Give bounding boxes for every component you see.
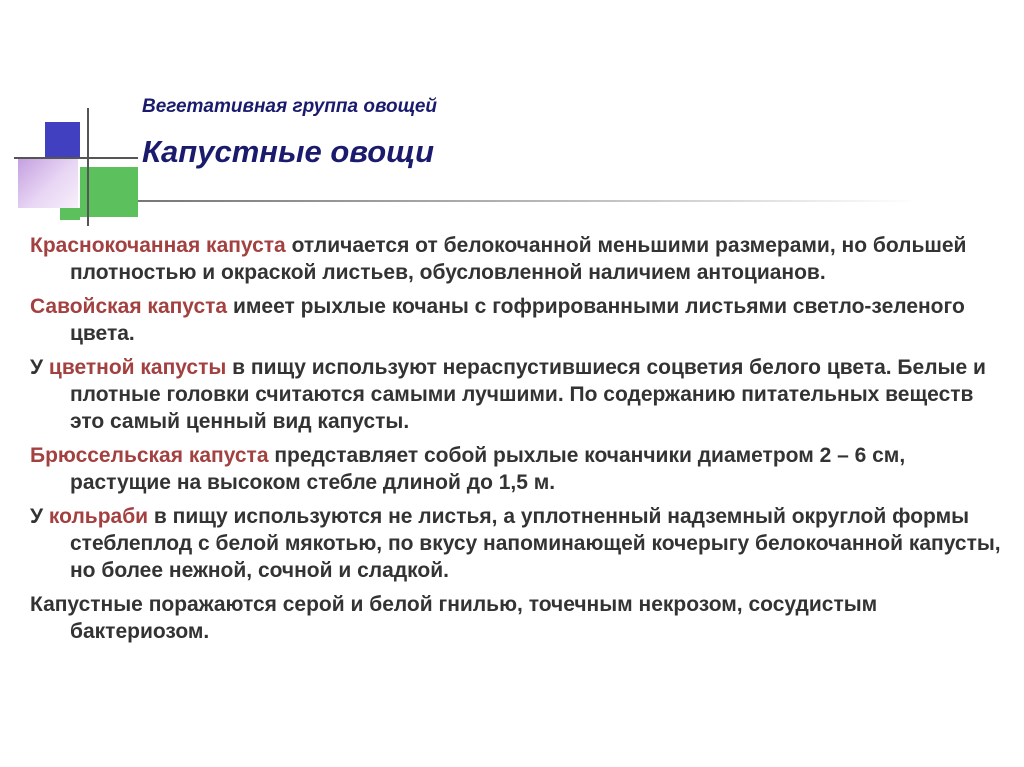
slide-title: Капустные овощи	[142, 134, 435, 169]
decor-blue-square	[45, 122, 80, 157]
highlighted-term: Савойская капуста	[30, 295, 228, 318]
slide-body	[30, 232, 1005, 652]
highlighted-term: Краснокочанная капуста	[30, 234, 286, 257]
paragraph-brussels-sprouts	[30, 442, 1005, 496]
paragraph-prefix: У	[30, 505, 49, 528]
paragraph-text: в пищу используются не листья, а уплотненный надземный округлой формы стеблеплод с белой мякотью, по вкусу напоминающей кочерыгу белокочанной капусты, но более нежной, сочной и сладкой.	[70, 505, 1001, 582]
paragraph-red-cabbage	[30, 232, 1005, 286]
highlighted-term: цветной капусты	[48, 356, 227, 379]
paragraph-text: имеет рыхлые кочаны с гофрированными листьями светло-зеленого цвета.	[70, 295, 965, 345]
decor-vertical-line	[87, 108, 89, 226]
title-underline	[138, 200, 918, 202]
paragraph-kohlrabi	[30, 503, 1005, 584]
paragraph-savoy-cabbage	[30, 293, 1005, 347]
highlighted-term: Брюссельская капуста	[30, 444, 269, 467]
paragraph-text: представляет собой рыхлые кочанчики диаметром 2 – 6 см, растущие на высоком стебле длиной до 1,5 м.	[70, 444, 906, 494]
decor-green-accent	[60, 208, 80, 220]
highlighted-term: кольраби	[48, 505, 149, 528]
paragraph-cauliflower	[30, 354, 1005, 435]
paragraph-text: в пищу используют нераспустившиеся соцветия белого цвета. Белые и плотные головки считаются самыми лучшими. По содержанию питательных веществ это самый ценный вид капусты.	[70, 356, 986, 433]
slide-subtitle: Вегетативная группа овощей	[142, 96, 438, 117]
paragraph-diseases	[30, 591, 1005, 645]
paragraph-text: Капустные поражаются серой и белой гнилью, точечным некрозом, сосудистым бактериозом.	[30, 593, 878, 643]
decor-horizontal-line	[14, 157, 138, 159]
paragraph-prefix: У	[30, 356, 49, 379]
paragraph-text: отличается от белокочанной меньшими размерами, но большей плотностью и окраской листьев, обусловленной наличием антоцианов.	[70, 234, 967, 284]
decor-lilac-square	[18, 158, 78, 208]
